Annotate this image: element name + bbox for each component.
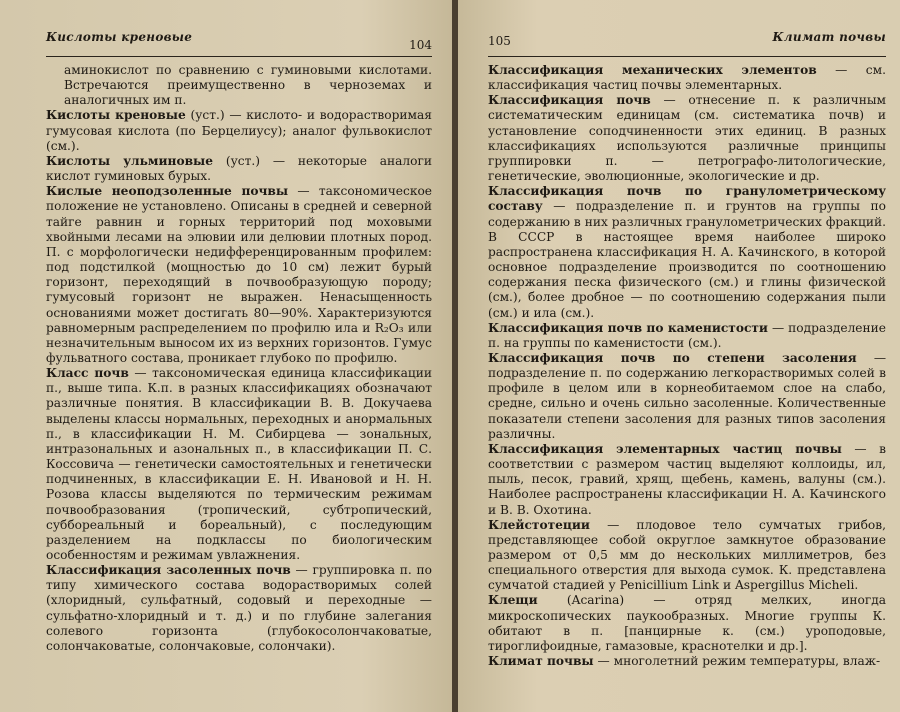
dictionary-entry: аминокислот по сравнению с гуминовыми кислотами. Встречаются преимущественно в черноземах и аналогичных им п. — [64, 63, 432, 108]
right-page — [458, 0, 900, 712]
dictionary-entry: Кислые неоподзоленные почвы — таксономическое положение не установлено. Описаны в средней и северной тайге равнин и горных территорий под моховыми хвойными лесами на элювии или делювии плотных пород. П. с морфологически недифференцированным профилем: под подстилкой (мощностью до 10 см) лежит бурый горизонт, переходящий в почвообразующую породу; гумусовый горизонт не выражен. Ненасыщенность основаниями может достигать 80—90%. Характеризуются равномерным распределением по профилю ила и R₂O₃ или незначительным выносом их из верхних горизонтов. Гумус фульватного состава, проникает глубоко по профилю. — [46, 184, 432, 365]
right-page-number: 105 — [488, 34, 511, 48]
dictionary-entry: Классификация почв по каменистости — подразделение п. на группы по каменистости (см.). — [488, 320, 886, 350]
right-running-title: Климат почвы — [772, 30, 886, 44]
left-running-title: Кислоты креновые — [46, 30, 193, 44]
dictionary-entry: Клещи (Acarina) — отряд мелких, иногда микроскопических паукообразных. Многие группы К. обитают в п. [панцирные к. (см.) уроподовые, тироглифоидные, гамазовые, краснотелки и др.]. — [488, 593, 886, 653]
dictionary-entry: Классификация элементарных частиц почвы — в соответствии с размером частиц выделяют коллоиды, ил, пыль, песок, гравий, хрящ, щебень, камень, валуны (см.). Наиболее распространены классификации Н. А. Качинского и В. В. Охотина. — [488, 441, 886, 517]
right-running-head — [488, 20, 886, 57]
dictionary-entry: Клейстотеции — плодовое тело сумчатых грибов, представляющее собой округлое замкнутое образование размером от 0,5 мм до нескольких миллиметров, без специального отверстия для выхода сумок. К. представлена сумчатой стадией у Penicillium Link и Aspergillus Micheli. — [488, 517, 886, 593]
dictionary-entry: Кислоты ульминовые (уст.) — некоторые аналоги кислот гуминовых бурых. — [46, 153, 432, 184]
dictionary-entry: Классификация почв — отнесение п. к различным систематическим единицам (см. систематика почв) и установление соподчиненности этих единиц. В разных классификациях используются различные принципы группировки п. — петрографо-литологические, генетические, эволюционные, экологические и др. — [488, 93, 886, 184]
dictionary-entry: Кислоты креновые (уст.) — кислото- и водорастворимая гумусовая кислота (по Берцелиусу); аналог фульвокислот (см.). — [46, 108, 432, 153]
dictionary-entry: Классификация почв по степени засоления — подразделение п. по содержанию легкорастворимых солей в профиле в целом или в корнеобитаемом слое на слабо, средне, сильно и очень сильно засоленные. Количественные показатели степени засоления для разных типов засоления различны. — [488, 350, 887, 441]
dictionary-entry: Классификация засоленных почв — группировка п. по типу химического состава водорастворимых солей (хлоридный, сульфатный, содовый и переходные — сульфатно-хлоридный и т. д.) и по глубине залегания солевого горизонта (глубокосолончаковатые, солончаковатые, солончаковые, солончаки). — [46, 563, 432, 653]
dictionary-entry: Классификация почв по гранулометрическому составу — подразделение п. и грунтов на группы по содержанию в них различных гранулометрических фракций. В СССР в настоящее время наиболее широко распространена классификация Н. А. Качинского, в которой основное подразделение производится по соотношению содержания песка физического (см.) и глины физической (см.), более дробное — по соотношению содержания пыли (см.) и ила (см.). — [488, 184, 886, 320]
left-running-head — [46, 20, 432, 57]
left-page-number: 104 — [409, 38, 432, 52]
dictionary-entry: Классификация механических элементов — см. классификация частиц почвы элементарных. — [488, 63, 886, 93]
left-page-body — [46, 63, 432, 654]
dictionary-entry: Класс почв — таксономическая единица классификации п., выше типа. К.п. в разных классификациях обозначают различные понятия. В классификации В. В. Докучаева выделены классы нормальных, переходных и анормальных п., в классификации Н. М. Сибирцева — зональных, интразональных и азональных п., в классификации П. С. Коссовича — генетически самостоятельных и генетически подчиненных, в классификации Е. Н. Ивановой и Н. Н. Розова классы выделяются по термическим режимам почвообразования (тропический, субтропический, суббореальный и бореальный), с последующим разделением на подклассы по биологическим особенностям и режимам увлажнения. — [46, 366, 432, 562]
dictionary-entry: Климат почвы — многолетний режим температуры, влаж- — [488, 654, 881, 669]
right-page-body — [488, 63, 886, 669]
